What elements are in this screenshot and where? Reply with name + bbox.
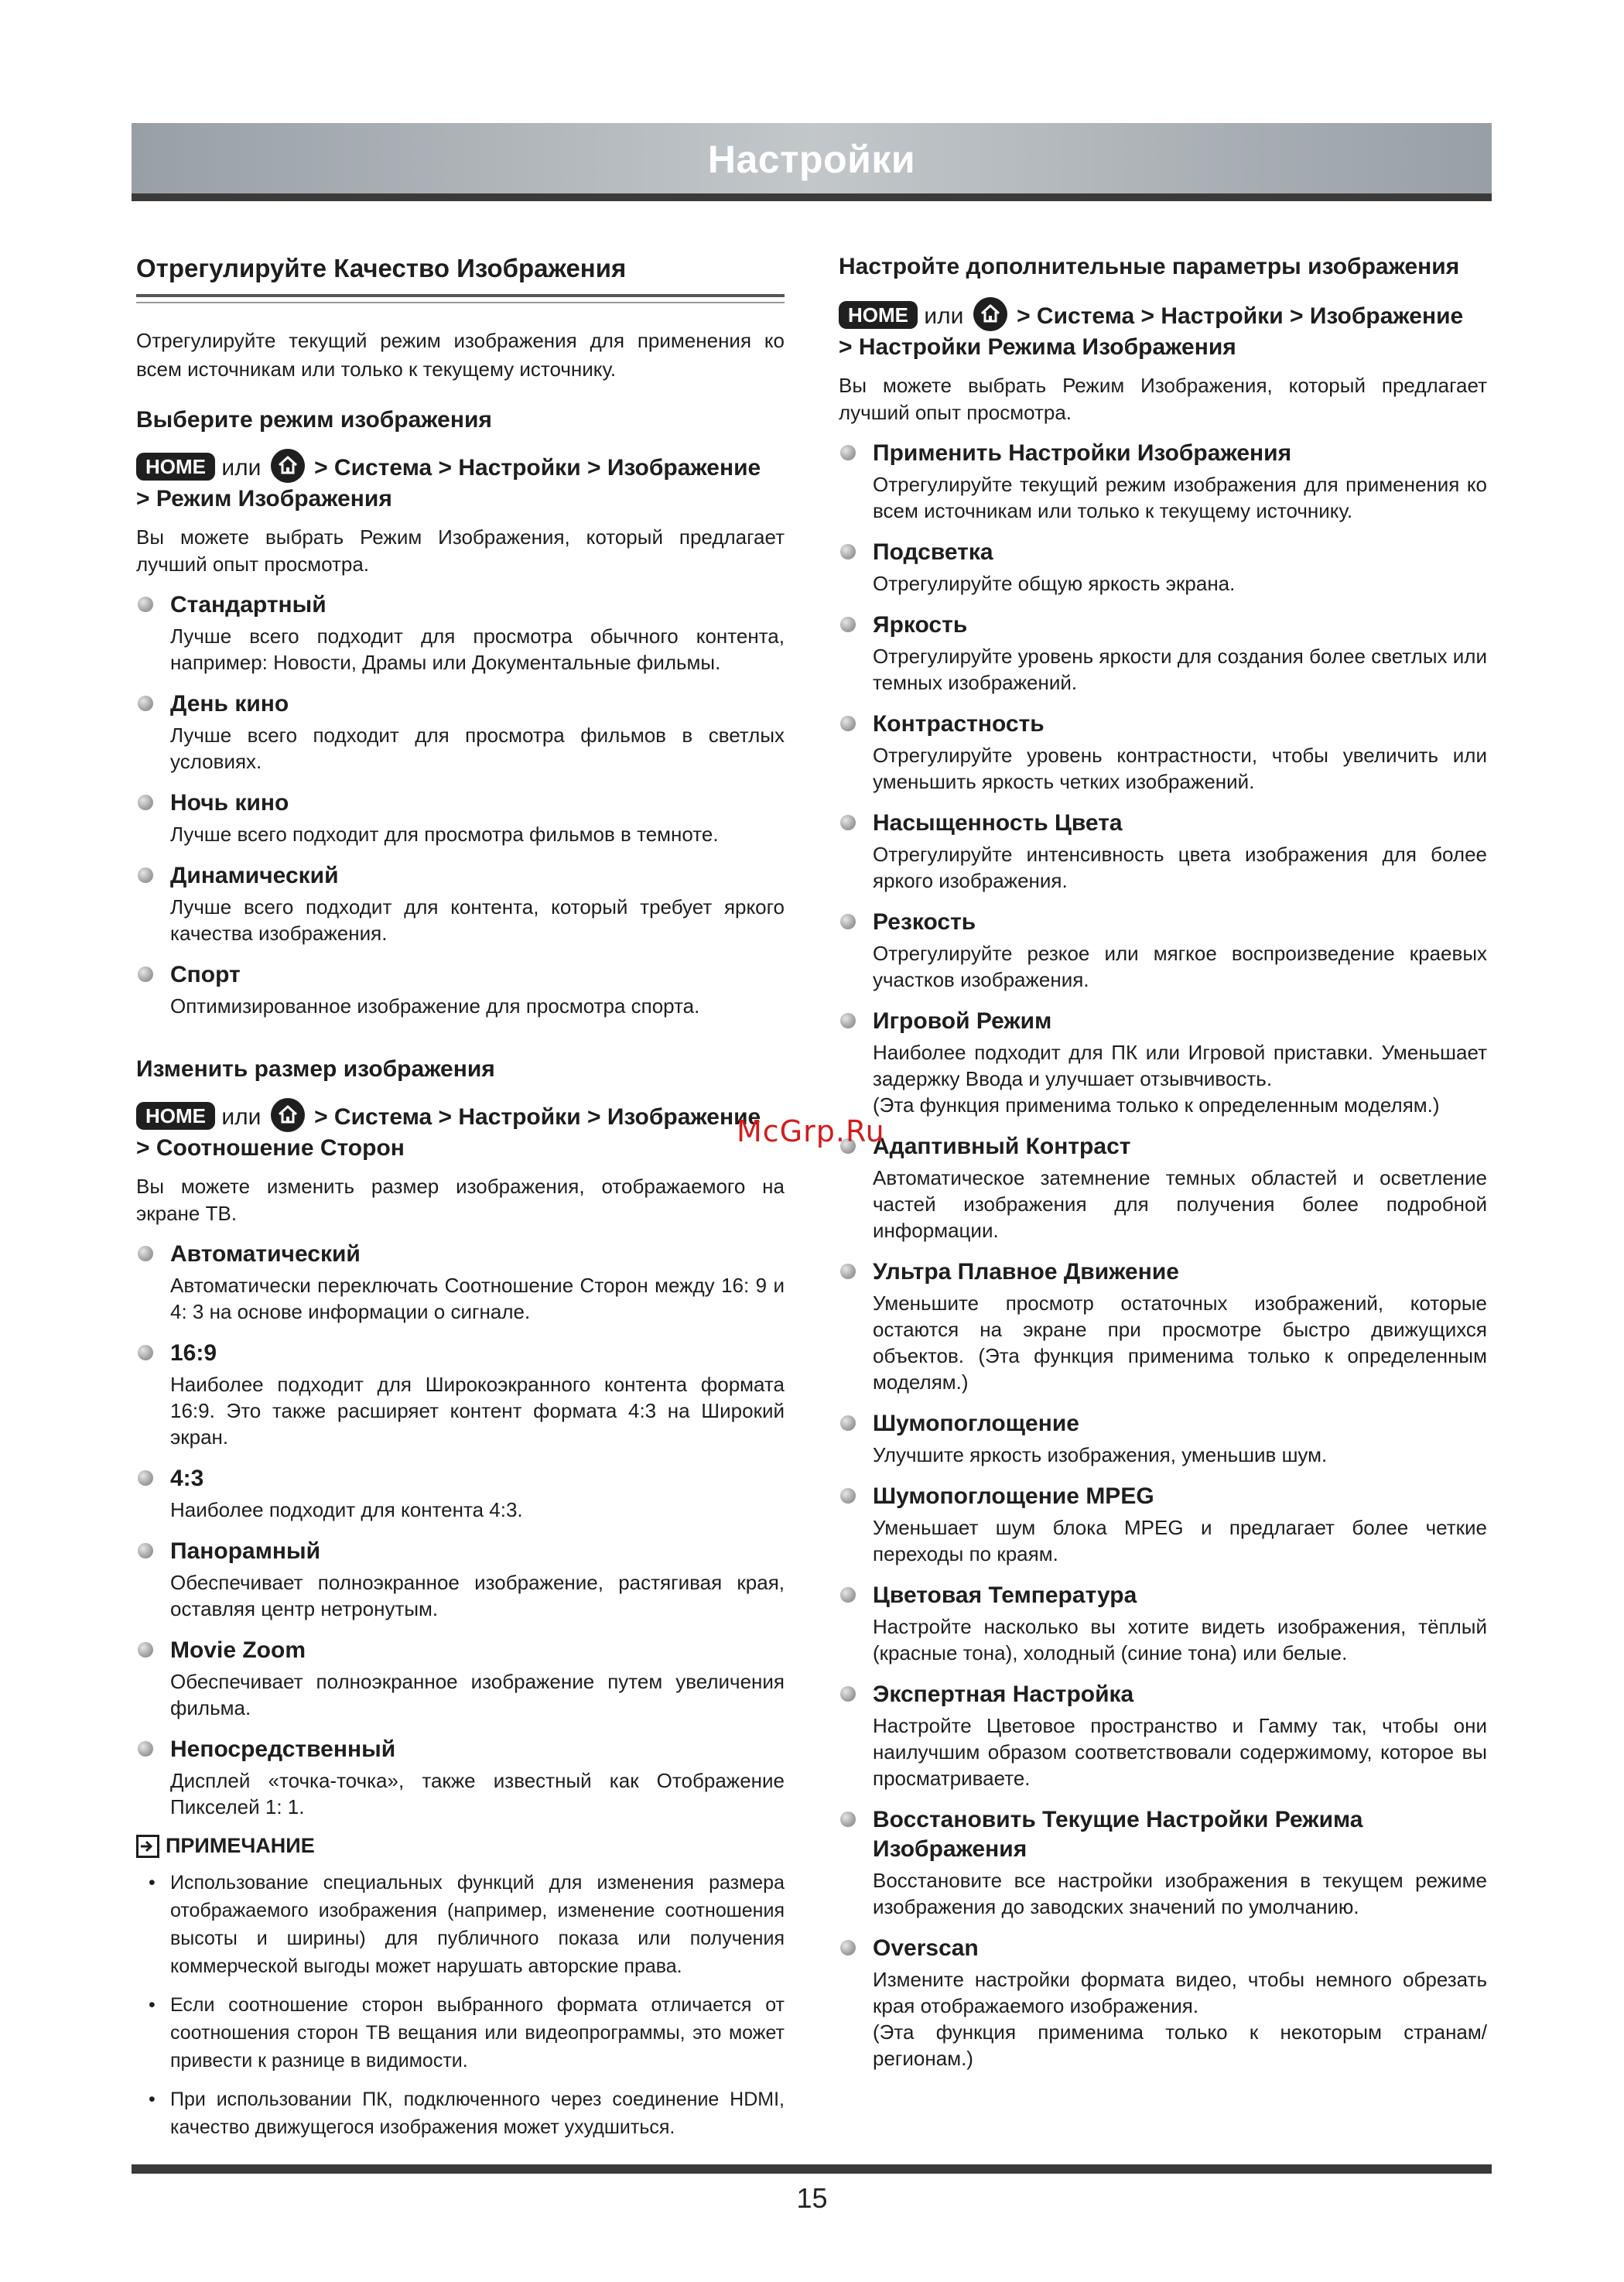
- item-note: (Эта функция применима только к определенным моделям.): [873, 1093, 1440, 1117]
- item-title: Яркость: [873, 612, 968, 638]
- bullet-icon: [138, 597, 153, 612]
- note-text: Использование специальных функций для изменения размера отображаемого изображения (например, изменение соотношения высоты и ширины) для публичного показа или получения коммерческой выгоды может нарушать авторские права.: [170, 1872, 785, 1977]
- section-heading-picture-quality: Отрегулируйте Качество Изображения: [136, 254, 627, 282]
- footer-rule: [132, 2164, 1492, 2174]
- note-title: ПРИМЕЧАНИЕ: [166, 1834, 315, 1857]
- item-title: Шумопоглощение: [873, 1411, 1079, 1436]
- home-icon: [271, 1098, 305, 1132]
- note-bullet: •: [149, 1994, 156, 2016]
- section-intro: Вы можете выбрать Режим Изображения, который предлагает лучший опыт просмотра.: [136, 525, 785, 576]
- note-bullet: •: [149, 1872, 156, 1894]
- item-description: Настройте насколько вы хотите видеть изображения, тёплый (красные тона), холодный (синие тона) или белые.: [873, 1615, 1487, 1664]
- item-title: Непосредственный: [170, 1736, 396, 1762]
- bullet-icon: [138, 1543, 153, 1558]
- bullet-icon: [138, 1470, 153, 1486]
- or-text: или: [924, 303, 964, 329]
- list-item: [839, 538, 1487, 597]
- item-title: Панорамный: [170, 1538, 321, 1564]
- list-item: [136, 960, 785, 1019]
- menu-path-text: > Соотношение Сторон: [136, 1135, 405, 1161]
- bullet-icon: [138, 795, 153, 810]
- note-list: [136, 1869, 785, 2141]
- home-icon: [973, 297, 1007, 331]
- menu-path-text: > Система > Настройки > Изображение: [314, 1104, 761, 1130]
- note-text: При использовании ПК, подключенного через соединение HDMI, качество движущегося изображения может ухудшиться.: [170, 2089, 785, 2138]
- item-description: Лучше всего подходит для просмотра обычного контента, например: Новости, Драмы или Документальные фильмы.: [170, 624, 785, 674]
- home-button-label: HOME: [136, 1102, 215, 1130]
- bullet-icon: [138, 1246, 153, 1261]
- note-text: Если соотношение сторон выбранного формата отличается от соотношения сторон ТВ вещания или видеопрограммы, это может привести к разнице в видимости.: [170, 1994, 785, 2072]
- menu-path-aspect-ratio: [136, 1098, 785, 1164]
- page-title: Настройки: [707, 138, 916, 181]
- item-description: Лучше всего подходит для просмотра фильмов в темноте.: [170, 823, 719, 846]
- item-title: Экспертная Настройка: [873, 1682, 1134, 1707]
- menu-path-text: > Система > Настройки > Изображение: [1017, 303, 1464, 329]
- list-item: [136, 789, 785, 847]
- list-item: [839, 1482, 1487, 1567]
- list-item: [136, 1339, 785, 1450]
- item-title: Ультра Плавное Движение: [873, 1259, 1179, 1285]
- item-title: Адаптивный Контраст: [873, 1134, 1131, 1159]
- item-description: Отрегулируйте уровень яркости для создания более светлых или темных изображений.: [873, 645, 1487, 694]
- bullet-icon: [840, 716, 856, 731]
- item-title: День кино: [170, 691, 289, 717]
- item-title: Резкость: [873, 909, 976, 935]
- bullet-icon: [840, 1013, 856, 1028]
- list-item: [136, 1636, 785, 1721]
- note-bullet: •: [149, 2089, 156, 2110]
- item-description: Обеспечивает полноэкранное изображение путем увеличения фильма.: [170, 1670, 785, 1719]
- item-description: Наиболее подходит для ПК или Игровой приставки. Уменьшает задержку Ввода и улучшает отзывчивость.: [873, 1041, 1487, 1090]
- item-title: Подсветка: [873, 539, 993, 565]
- list-item: [839, 1132, 1487, 1244]
- item-description: Отрегулируйте уровень контрастности, чтобы увеличить или уменьшить яркость четких изображений.: [873, 744, 1487, 793]
- bullet-icon: [138, 967, 153, 982]
- header-rule: [132, 193, 1492, 201]
- list-item: [839, 1007, 1487, 1118]
- bullet-icon: [840, 1812, 856, 1827]
- section-description: Отрегулируйте текущий режим изображения для применения ко всем источникам или только к текущему источнику.: [136, 329, 785, 381]
- list-item: [839, 908, 1487, 993]
- section-gap: [136, 1033, 785, 1056]
- note-item: [136, 2085, 785, 2141]
- item-description: Автоматически переключать Соотношение Сторон между 16: 9 и 4: 3 на основе информации о сигнале.: [170, 1274, 785, 1323]
- bullet-icon: [840, 914, 856, 929]
- menu-path-text: > Настройки Режима Изображения: [839, 334, 1236, 360]
- item-title: Overscan: [873, 1935, 979, 1961]
- item-title: Movie Zoom: [170, 1637, 306, 1663]
- item-description: Восстановите все настройки изображения в текущем режиме изображения до заводских значений по умолчанию.: [873, 1869, 1487, 1918]
- item-title: Цветовая Температура: [873, 1582, 1137, 1608]
- list-item: [136, 861, 785, 946]
- item-description: Автоматическое затемнение темных областей и осветление частей изображения для получения более подробной информации.: [873, 1166, 1487, 1242]
- item-description: Наиболее подходит для контента 4:3.: [170, 1498, 523, 1521]
- bullet-icon: [840, 1415, 856, 1431]
- item-description: Уменьшите просмотр остаточных изображений, которые остаются на экране при просмотре быстро движущихся объектов. (Эта функция применима только к определенным моделям.): [873, 1292, 1487, 1394]
- watermark: McGrp.Ru: [737, 1114, 885, 1148]
- list-item: [136, 590, 785, 676]
- home-icon: [271, 449, 305, 483]
- bullet-icon: [840, 1940, 856, 1955]
- home-button-label: HOME: [136, 453, 215, 481]
- or-text: или: [221, 1104, 262, 1130]
- item-description: Отрегулируйте общую яркость экрана.: [873, 572, 1236, 595]
- item-description: Настройте Цветовое пространство и Гамму так, чтобы они наилучшим образом соответствовали содержимому, которое вы просматриваете.: [873, 1714, 1487, 1790]
- list-item: [136, 1537, 785, 1622]
- heading-divider: [136, 294, 785, 303]
- bullet-icon: [840, 617, 856, 632]
- list-item: [136, 689, 785, 775]
- home-button-label: HOME: [839, 301, 918, 329]
- section-intro: Вы можете изменить размер изображения, отображаемого на экране ТВ.: [136, 1175, 785, 1225]
- list-item: [839, 1680, 1487, 1791]
- bullet-icon: [840, 1264, 856, 1279]
- item-title: Игровой Режим: [873, 1008, 1052, 1034]
- left-column: [136, 248, 785, 2152]
- subheading-advanced-picture: Настройте дополнительные параметры изображения: [839, 254, 1460, 279]
- item-title: Автоматический: [170, 1241, 361, 1267]
- item-description: Отрегулируйте интенсивность цвета изображения для более яркого изображения.: [873, 843, 1487, 892]
- list-item: [839, 439, 1487, 524]
- item-note: (Эта функция применима только к некоторым странам/регионам.): [873, 2020, 1487, 2070]
- bullet-icon: [138, 867, 153, 883]
- list-item: [136, 1240, 785, 1325]
- bullet-icon: [840, 815, 856, 830]
- item-title: Спорт: [170, 962, 241, 987]
- item-title: Стандартный: [170, 592, 327, 618]
- bullet-icon: [138, 1345, 153, 1360]
- item-title: Применить Настройки Изображения: [873, 440, 1292, 466]
- item-description: Оптимизированное изображение для просмотра спорта.: [170, 994, 700, 1018]
- bullet-icon: [138, 1642, 153, 1658]
- item-description: Уменьшает шум блока MPEG и предлагает более четкие переходы по краям.: [873, 1516, 1487, 1565]
- page-header-banner: [132, 123, 1492, 196]
- note-arrow-icon: [136, 1835, 159, 1858]
- list-item: [839, 809, 1487, 894]
- item-description: Улучшите яркость изображения, уменьшив шум.: [873, 1443, 1328, 1466]
- list-item: [839, 1805, 1487, 1920]
- item-title: Контрастность: [873, 711, 1044, 737]
- bullet-icon: [840, 544, 856, 559]
- item-description: Отрегулируйте текущий режим изображения для применения ко всем источникам или только к текущему источнику.: [873, 473, 1487, 522]
- item-description: Дисплей «точка-точка», также известный как Отображение Пикселей 1: 1.: [170, 1769, 785, 1818]
- bullet-icon: [840, 1686, 856, 1702]
- list-item: [136, 1735, 785, 1820]
- menu-path-picture-mode-settings: [839, 297, 1487, 363]
- item-description: Измените настройки формата видео, чтобы немного обрезать края отображаемого изображения.: [873, 1968, 1487, 2017]
- subheading-aspect-ratio: Изменить размер изображения: [136, 1056, 495, 1082]
- subheading-picture-mode: Выберите режим изображения: [136, 407, 492, 433]
- item-description: Отрегулируйте резкое или мягкое воспроизведение краевых участков изображения.: [873, 942, 1487, 991]
- menu-path-picture-mode: [136, 449, 785, 515]
- item-title: Восстановить Текущие Настройки Режима Изображения: [873, 1807, 1363, 1862]
- item-title: Шумопоглощение MPEG: [873, 1483, 1154, 1509]
- bullet-icon: [840, 1488, 856, 1504]
- right-column: [839, 248, 1487, 2085]
- menu-path-text: > Режим Изображения: [136, 486, 392, 511]
- item-title: 4:3: [170, 1466, 204, 1491]
- item-title: 16:9: [170, 1340, 217, 1366]
- bullet-icon: [138, 696, 153, 711]
- list-item: [839, 611, 1487, 696]
- note-item: [136, 1991, 785, 2075]
- item-description: Лучше всего подходит для контента, который требует яркого качества изображения.: [170, 895, 785, 945]
- list-item: [839, 1934, 1487, 2072]
- item-description: Обеспечивает полноэкранное изображение, растягивая края, оставляя центр нетронутым.: [170, 1571, 785, 1620]
- section-intro: Вы можете выбрать Режим Изображения, который предлагает лучший опыт просмотра.: [839, 374, 1487, 424]
- bullet-icon: [840, 445, 856, 460]
- list-item: [839, 710, 1487, 795]
- or-text: или: [221, 455, 262, 481]
- page-number: 15: [796, 2182, 828, 2214]
- item-description: Наиболее подходит для Широкоэкранного контента формата 16:9. Это также расширяет контент формата 4:3 на Широкий экран.: [170, 1373, 785, 1449]
- bullet-icon: [840, 1587, 856, 1603]
- note-heading: [136, 1834, 785, 1858]
- menu-path-text: > Система > Настройки > Изображение: [314, 455, 761, 481]
- list-item: [136, 1464, 785, 1523]
- bullet-icon: [138, 1741, 153, 1757]
- item-title: Динамический: [170, 863, 339, 888]
- item-description: Лучше всего подходит для просмотра фильмов в светлых условиях.: [170, 724, 785, 773]
- list-item: [839, 1581, 1487, 1666]
- list-item: [839, 1409, 1487, 1468]
- note-item: [136, 1869, 785, 1980]
- list-item: [839, 1257, 1487, 1395]
- item-title: Насыщенность Цвета: [873, 810, 1123, 836]
- item-title: Ночь кино: [170, 790, 289, 816]
